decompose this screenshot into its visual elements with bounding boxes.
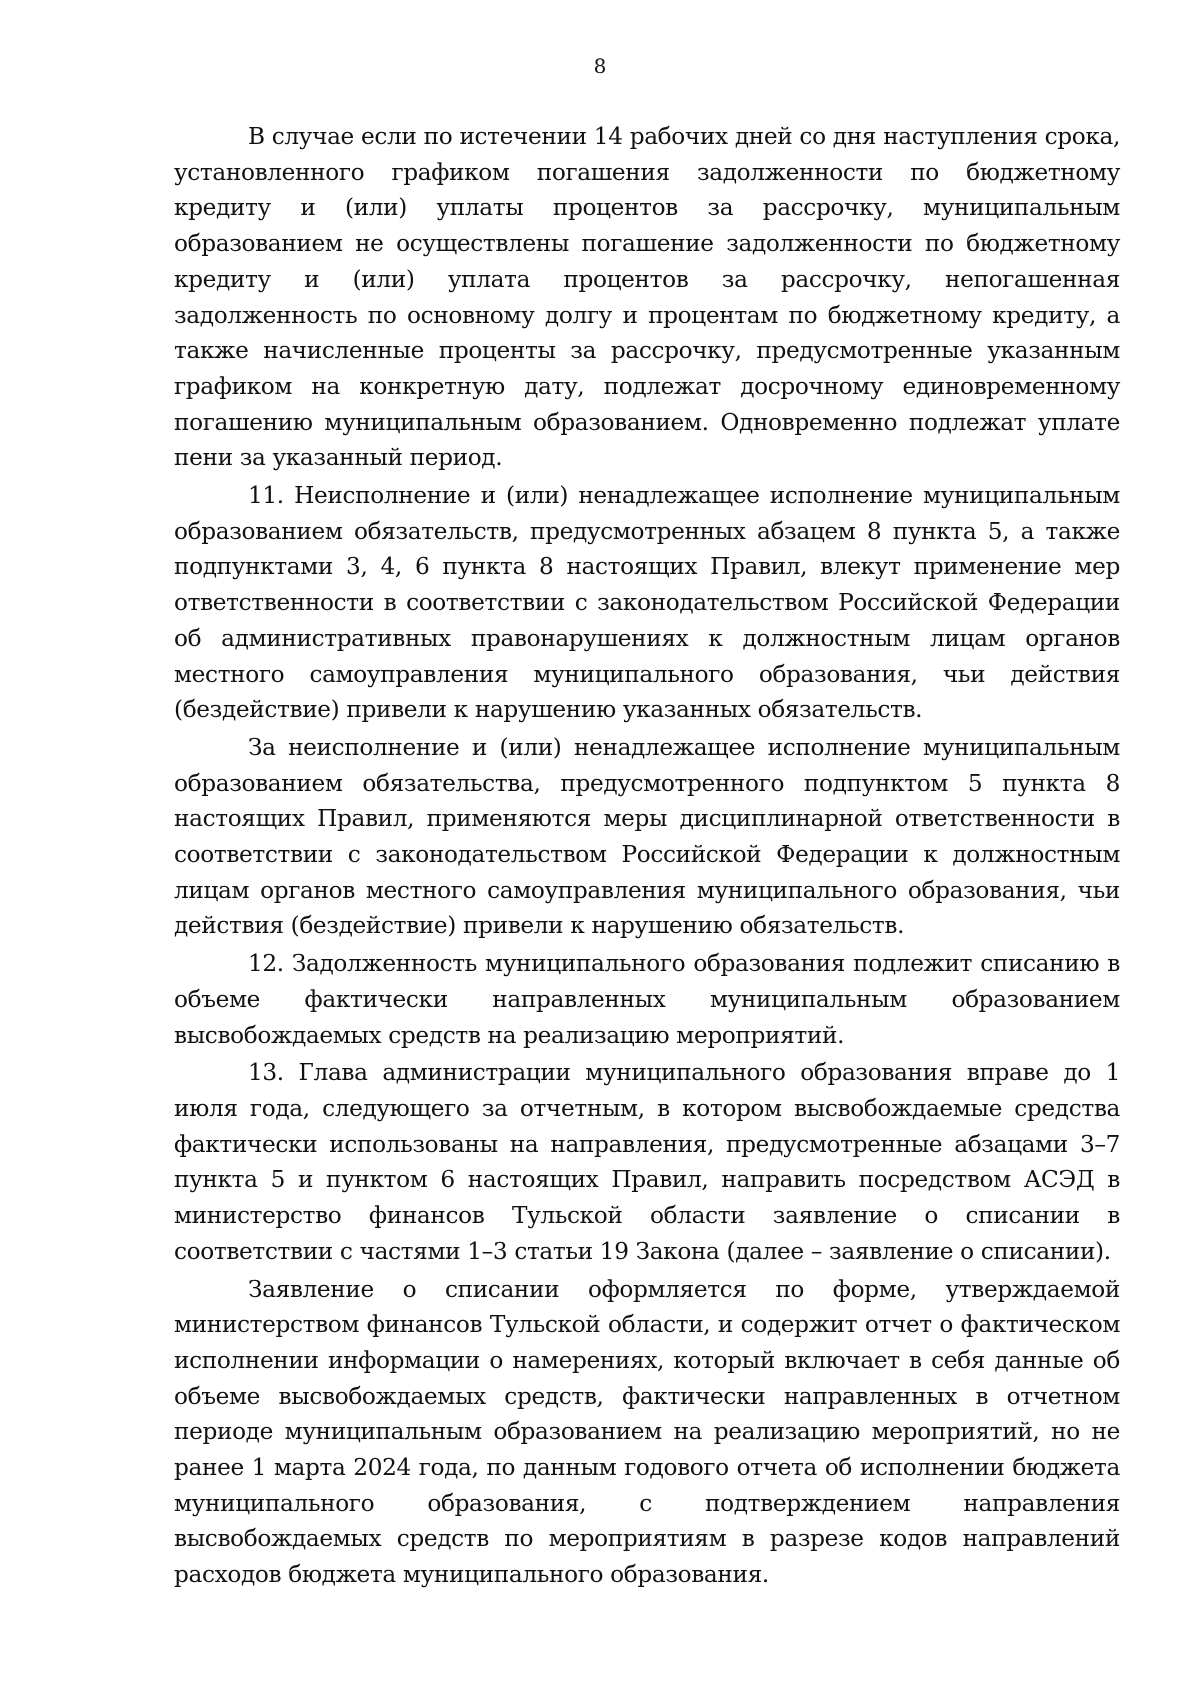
paragraph-repayment-overdue: В случае если по истечении 14 рабочих дней со дня наступления срока, установленного графиком погашения задолженности по бюджетному кредиту и (или) уплаты процентов за рассрочку, муниципальным образованием не осуществлены погашение задолженности по бюджетному кредиту и (или) уплата процентов за рассрочку, непогашенная задолженность по основному долгу и процентам по бюджетному кредиту, а также начисленные проценты за рассрочку, предусмотренные указанным графиком на конкретную дату, подлежат досрочному единовременному погашению муниципальным образованием. Одновременно подлежат уплате пени за указанный период. xyxy=(174,123,1120,472)
paragraph-12-debt-write-off: 12. Задолженность муниципального образования подлежит списанию в объеме фактически направленных муниципальным образованием высвобождаемых средств на реализацию мероприятий. xyxy=(174,950,1120,1049)
paragraph-application-form: Заявление о списании оформляется по форме, утверждаемой министерством финансов Тульской области, и содержит отчет о фактическом исполнении информации о намерениях, который включает в себя данные об объеме высвобождаемых средств, фактически направленных в отчетном периоде муниципальным образованием на реализацию мероприятий, но не ранее 1 марта 2024 года, по данным годового отчета об исполнении бюджета муниципального образования, с подтверждением направления высвобождаемых средств по мероприятиям в разрезе кодов направлений расходов бюджета муниципального образования. xyxy=(174,1275,1120,1589)
page-number: 8 xyxy=(593,54,607,78)
paragraph-disciplinary-liability: За неисполнение и (или) ненадлежащее исполнение муниципальным образованием обязательства, предусмотренного подпунктом 5 пункта 8 настоящих Правил, применяются меры дисциплинарной ответственности в соответствии с законодательством Российской Федерации к должностным лицам органов местного самоуправления муниципального образования, чьи действия (бездействие) привели к нарушению обязательств. xyxy=(174,733,1120,940)
paragraph-13-write-off-application: 13. Глава администрации муниципального образования вправе до 1 июля года, следующего за отчетным, в котором высвобождаемые средства фактически использованы на направления, предусмотренные абзацами 3–7 пункта 5 и пунктом 6 настоящих Правил, направить посредством АСЭД в министерство финансов Тульской области заявление о списании в соответствии с частями 1–3 статьи 19 Закона (далее – заявление о списании). xyxy=(174,1059,1120,1265)
document-body xyxy=(174,119,1120,1593)
paragraph-11-liability: 11. Неисполнение и (или) ненадлежащее исполнение муниципальным образованием обязательств, предусмотренных абзацем 8 пункта 5, а также подпунктами 3, 4, 6 пункта 8 настоящих Правил, влекут применение мер ответственности в соответствии с законодательством Российской Федерации об административных правонарушениях к должностным лицам органов местного самоуправления муниципального образования, чьи действия (бездействие) привели к нарушению указанных обязательств. xyxy=(174,482,1120,724)
